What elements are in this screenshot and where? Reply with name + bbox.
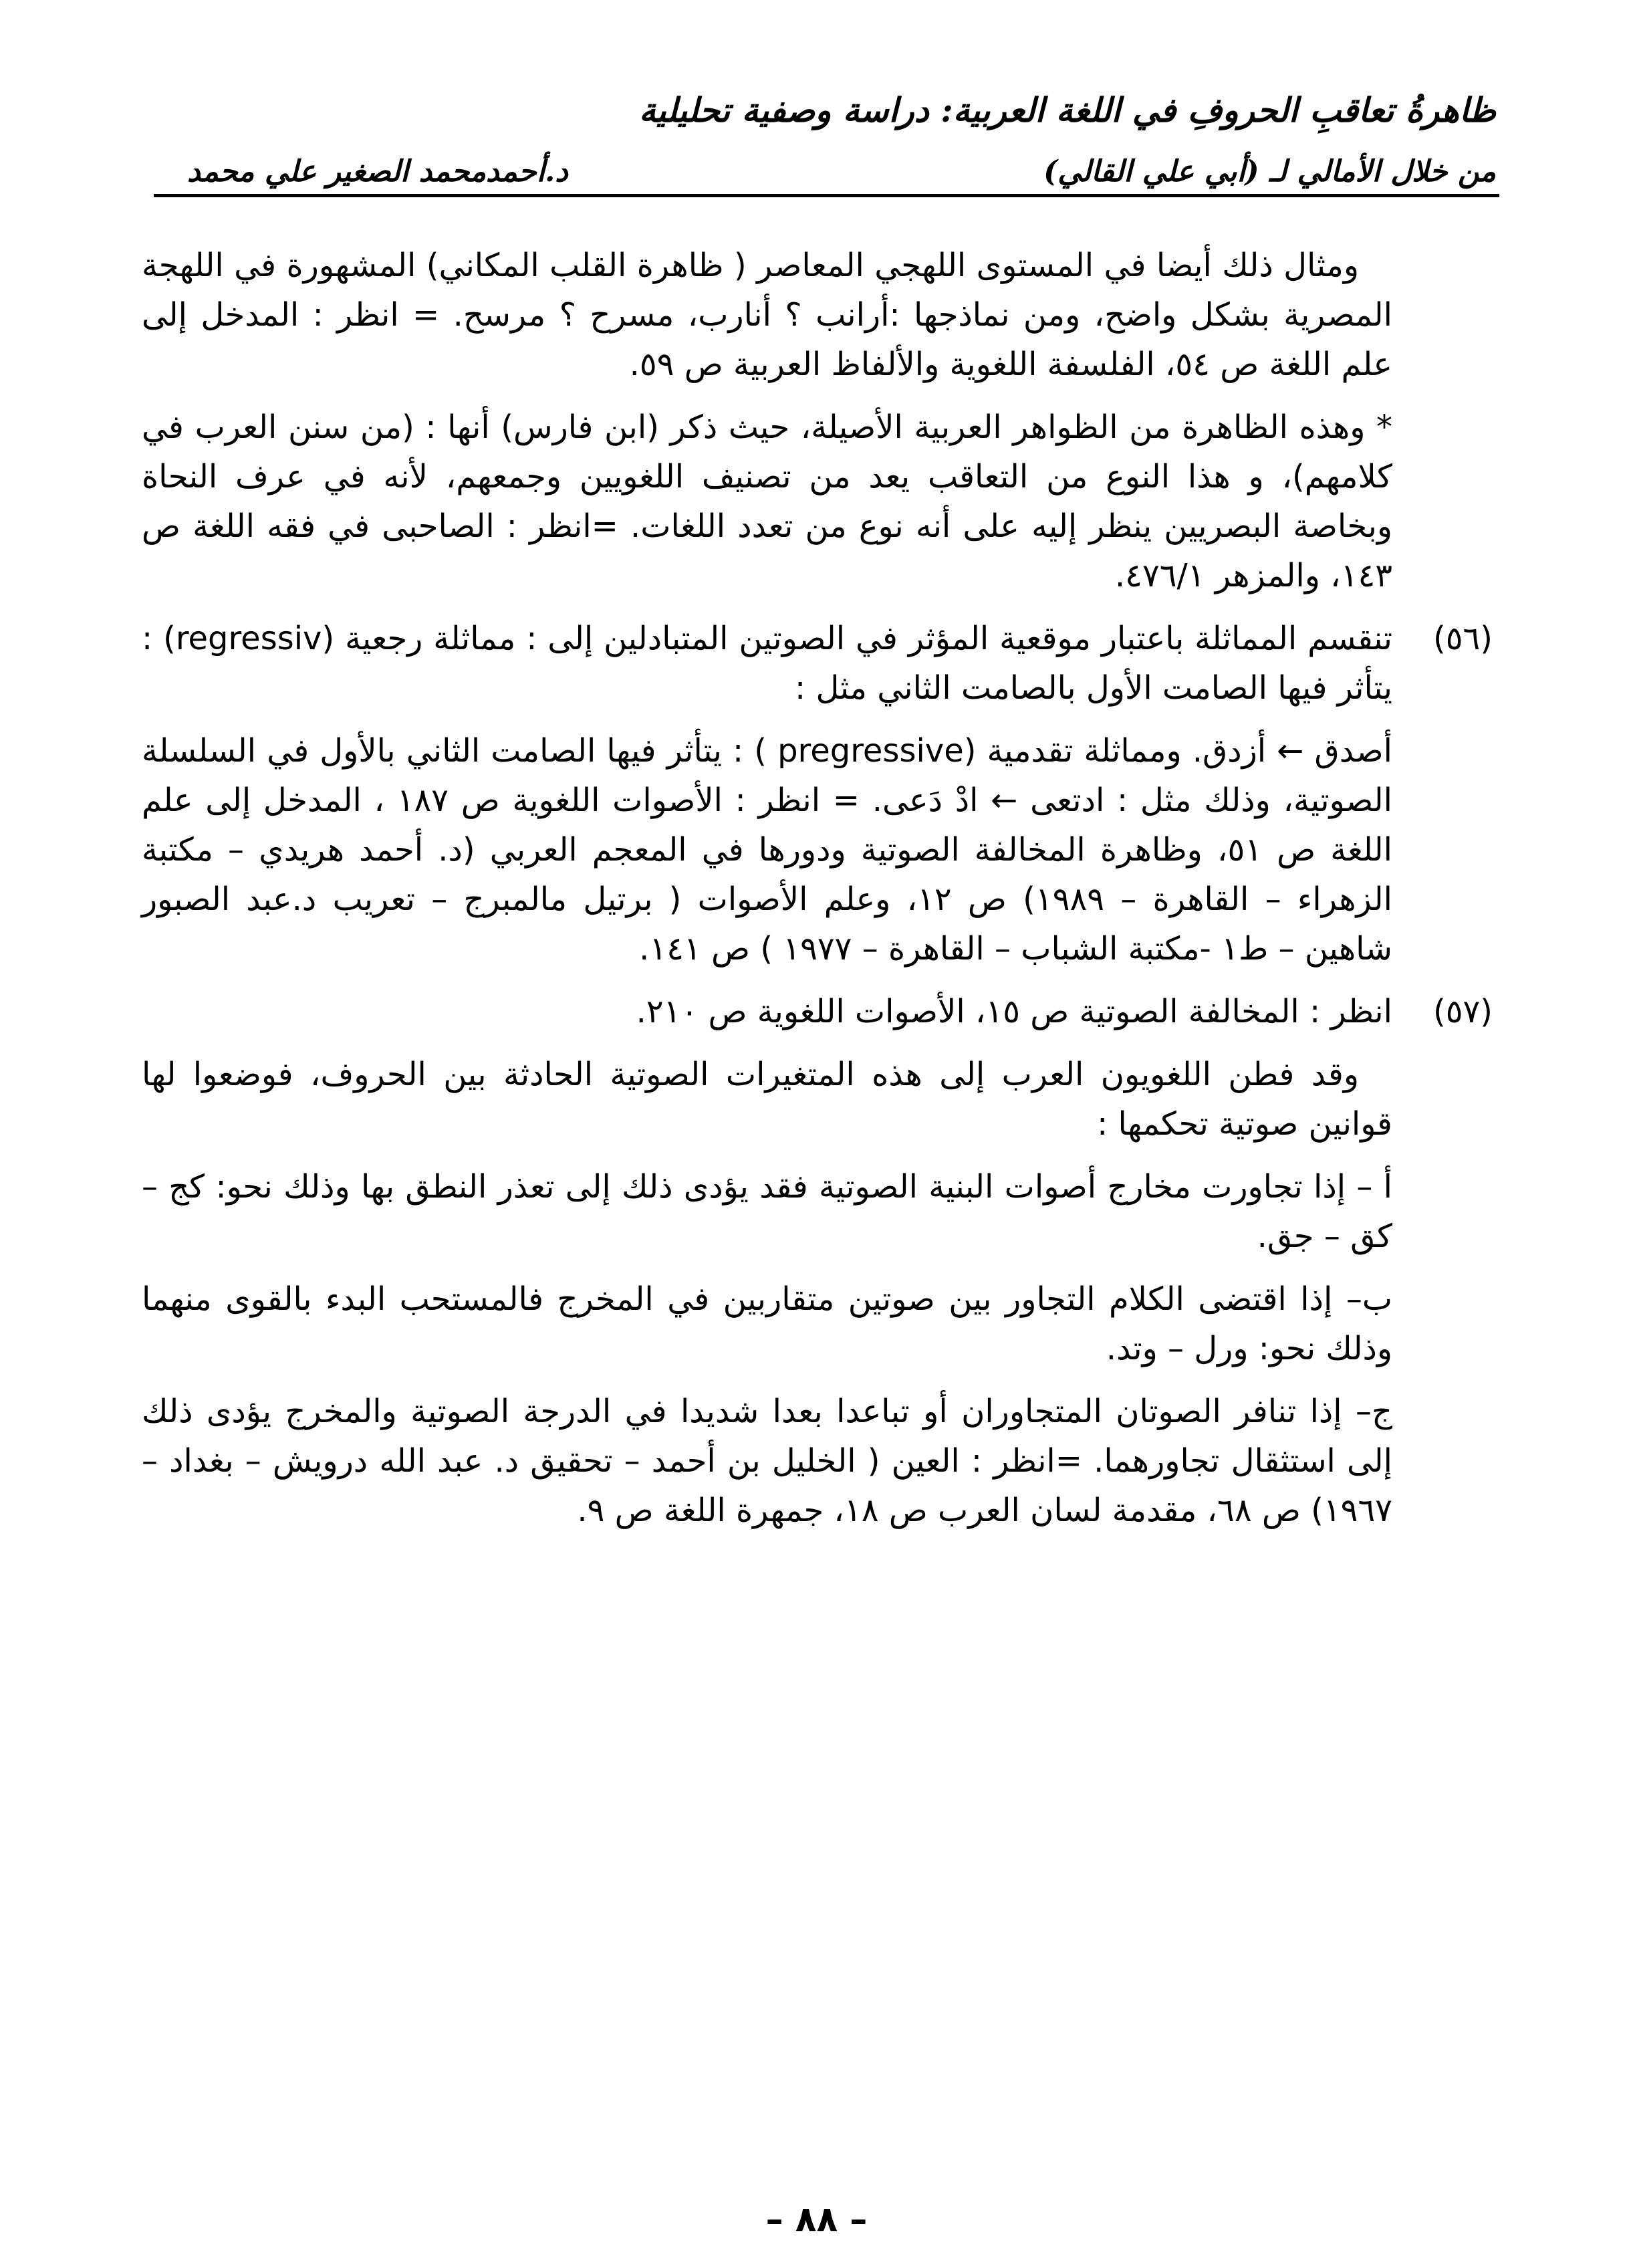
header-title: ظاهرةُ تعاقبِ الحروفِ في اللغة العربية: دراسة وصفية تحليلية — [638, 90, 1496, 130]
header-subtitle-row — [154, 148, 1496, 195]
header-source: من خلال الأمالي لـ (أبي علي القالي) — [1043, 154, 1496, 189]
list-item-c: ج– إذا تنافر الصوتان المتجاوران أو تباعدا بعدا شديدا في الدرجة الصوتية والمخرج يؤدى ذلك إلى استثقال تجاورهما. =انظر : العين ( الخليل بن أحمد – تحقيق د. عبد الله درويش – بغداد – ١٩٦٧) ص ٦٨، مقدمة لسان العرب ص ١٨، جمهرة اللغة ص ٩. — [142, 1393, 1392, 1529]
header-author: د.أحمدمحمد الصغير علي محمد — [187, 154, 568, 189]
footnote-text: انظر : المخالفة الصوتية ص ١٥، الأصوات اللغوية ص ٢١٠. — [636, 993, 1392, 1030]
footnote-56 — [142, 614, 1493, 713]
paragraph-assimilation: أصدق ← أزدق. ومماثلة تقدمية (pregressive ) : يتأثر فيها الصامت الثاني بالأول في السلسلة الصوتية، وذلك مثل : ادتعى ← ادْ دَعى. = انظر : الأصوات اللغوية ص ١٨٧ ، المدخل إلى علم اللغة ص ٥١، وظاهرة المخالفة الصوتية ودورها في المعجم العربي (د. أحمد هريدي – مكتبة الزهراء – القاهرة – ١٩٨٩) ص ١٢، وعلم الأصوات ( برتيل مالمبرج – تعريب د.عبد الصبور شاهين – ط١ -مكتبة الشباب – القاهرة – ١٩٧٧ ) ص ١٤١. — [142, 732, 1393, 968]
footnote-number: (٥٦) — [1432, 620, 1493, 657]
running-header — [154, 87, 1496, 201]
page-body — [142, 241, 1493, 1549]
list-item-b: ب– إذا اقتضى الكلام التجاور بين صوتين متقاربين في المخرج فالمستحب البدء بالقوى منهما وذلك نحو: ورل – وتد. — [142, 1280, 1392, 1367]
paragraph-dialect-example: ومثال ذلك أيضا في المستوى اللهجي المعاصر ( ظاهرة القلب المكاني) المشهورة في اللهجة المصرية بشكل واضح، ومن نماذجها :أرانب ؟ أنارب، مسرح ؟ مرسح. = انظر : المدخل إلى علم اللغة ص ٥٤، الفلسفة اللغوية والألفاظ العربية ص ٥٩. — [142, 247, 1392, 383]
header-rule — [154, 194, 1499, 197]
list-item-a: أ – إذا تجاورت مخارج أصوات البنية الصوتية فقد يؤدى ذلك إلى تعذر النطق بها وذلك نحو: كج – كق – جق. — [142, 1168, 1392, 1255]
footnote-number: (٥٧) — [1432, 993, 1493, 1030]
paragraph-phonetic-laws: وقد فطن اللغويون العرب إلى هذه المتغيرات الصوتية الحادثة بين الحروف، فوضعوا لها قوانين صوتية تحكمها : — [142, 1056, 1392, 1143]
paragraph-ibn-faris: * وهذه الظاهرة من الظواهر العربية الأصيلة، حيث ذكر (ابن فارس) أنها : (من سنن العرب في كلامهم)، و هذا النوع من التعاقب يعد من تصنيف اللغويين وجمعهم، لأنه في عرف النحاة وبخاصة البصريين ينظر إليه على أنه نوع من تعدد اللغات. =انظر : الصاحبى في فقه اللغة ص ١٤٣، والمزهر ٤٧٦/١. — [142, 409, 1392, 594]
page-number: – ٨٨ – — [765, 2200, 868, 2240]
footnote-57 — [142, 987, 1493, 1036]
footnote-text: تنقسم المماثلة باعتبار موقعية المؤثر في الصوتين المتبادلين إلى : مماثلة رجعية (regressiv) : يتأثر فيها الصامت الأول بالصامت الثاني مثل : — [142, 620, 1393, 707]
